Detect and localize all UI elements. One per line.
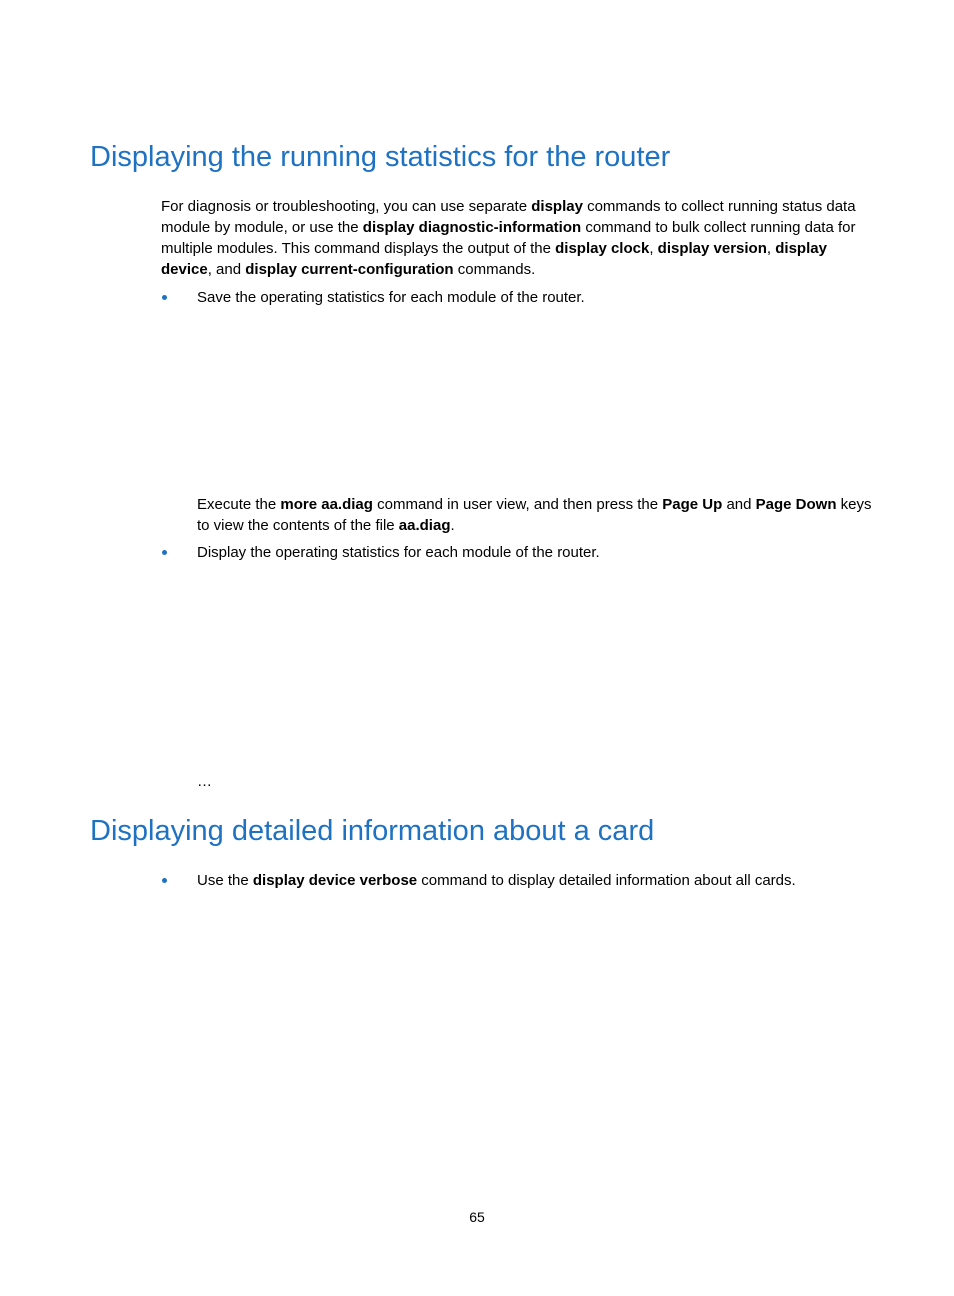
command-display-version: display version (657, 240, 767, 257)
command-display-clock: display clock (555, 240, 650, 257)
page-number: 65 (469, 1209, 485, 1225)
bullet-text: Save the operating statistics for each module of the router. (197, 289, 585, 306)
command-display-device: display device (161, 240, 827, 278)
bullet-icon (162, 878, 167, 883)
intro-paragraph: For diagnosis or troubleshooting, you can use separate display commands to collect running status data module by module, or use the display diagnostic-information command to bulk collect running data for multiple modules. This command displays the output of the display clock, display version, display device, and display current-configuration commands. (161, 198, 856, 278)
command-display: display (531, 198, 583, 215)
section-heading-card-information: Displaying detailed information about a card (90, 815, 655, 847)
command-more-aa-diag: more aa.diag (280, 496, 373, 513)
command-display-current-configuration: display current-configuration (245, 261, 454, 278)
bullet-icon (162, 295, 167, 300)
bullet-icon (162, 550, 167, 555)
bullet-text: Use the display device verbose command to display detailed information about all cards. (197, 872, 796, 889)
command-display-device-verbose: display device verbose (252, 872, 418, 889)
execute-paragraph: Execute the more aa.diag command in user view, and then press the Page Up and Page Down keys to view the contents of the file aa.diag. (197, 496, 872, 534)
bullet-text: Display the operating statistics for each module of the router. (197, 544, 600, 561)
key-page-down: Page Down (755, 496, 837, 513)
output-ellipsis: … (197, 773, 212, 790)
section-heading-running-statistics: Displaying the running statistics for the router (90, 141, 671, 173)
file-aa-diag: aa.diag (398, 517, 451, 534)
key-page-up: Page Up (662, 496, 723, 513)
command-display-diagnostic-information: display diagnostic-information (362, 219, 582, 236)
